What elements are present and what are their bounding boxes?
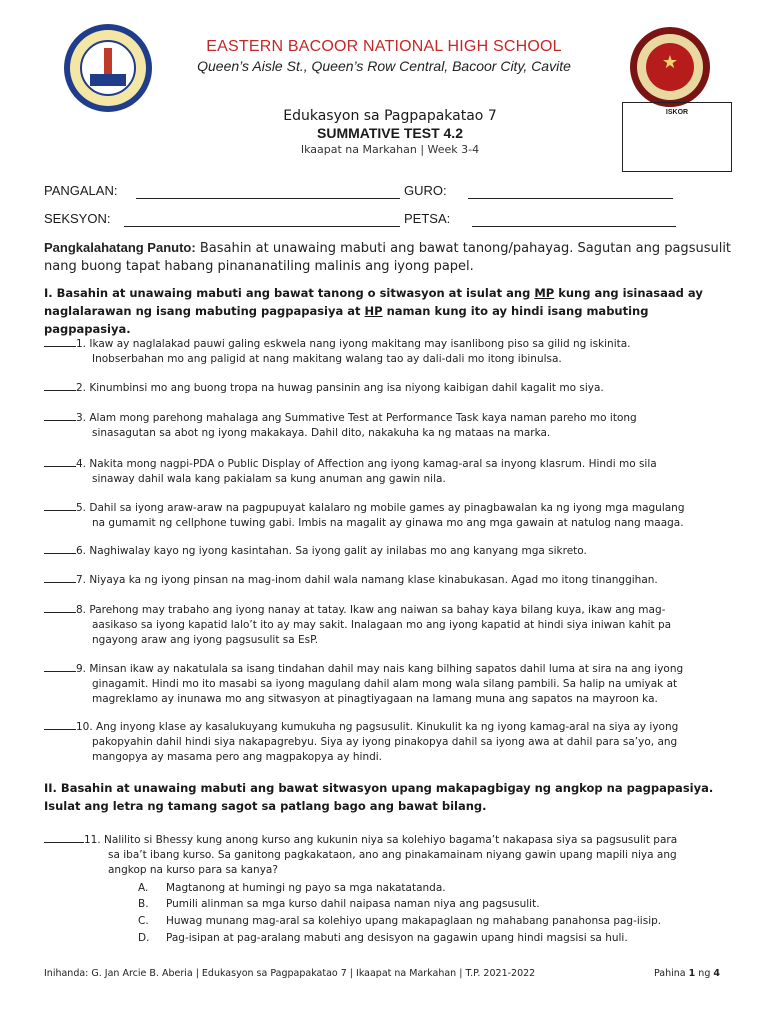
answer-blank[interactable] — [44, 379, 76, 391]
question-text: 6. Naghiwalay kayo ng iyong kasintahan. Sa iyong galit ay inilabas mo ang kanyang mga sikreto. — [76, 545, 587, 557]
question-text: 2. Kinumbinsi mo ang buong tropa na huwag pansinin ang isa niyong kaibigan dahil kagalit mo siya. — [76, 382, 604, 394]
section-1-text-c: naman kung ito ay hindi isang mabuting pagpapasiya. — [44, 304, 649, 336]
footer-credits: Inihanda: G. Jan Arcie B. Aberia | Edukasyon sa Pagpapakatao 7 | Ikaapat na Markahan | T.P. 2021-2022 — [44, 968, 536, 979]
question-text-cont: Inobserbahan mo ang paligid at nang makitang walang tao ay dali-dali mo itong ibinulsa. — [92, 353, 562, 365]
page-prefix: Pahina — [654, 968, 689, 979]
section-1-text-b: kung ang isinasaad ay naglalarawan ng isang mabuting pagpapasiya at — [44, 286, 703, 318]
question-item — [44, 379, 736, 396]
question-text: 3. Alam mong parehong mahalaga ang Summative Test at Performance Task kaya naman pareho mo itong — [76, 412, 637, 424]
question-text-cont: pakopyahin dahil hindi siya nakapagrebyu. Siya ay iyong pinakopya dahil sa iyong awa at dahil para sa’yo, ang — [92, 736, 678, 748]
section-1-hp: HP — [364, 304, 383, 318]
choice-c — [138, 914, 661, 929]
answer-blank[interactable] — [44, 499, 76, 511]
choice-text: Pumili alinman sa mga kurso dahil naipasa naman niya ang pagsusulit. — [166, 898, 540, 910]
choice-letter: C. — [138, 915, 149, 927]
date-field[interactable] — [404, 211, 676, 229]
teacher-line[interactable] — [468, 198, 673, 199]
question-item — [44, 660, 736, 707]
question-text-cont: aasikaso sa iyong kapatid lalo’t ito ay may sakit. Inalagaan mo ang iyong kapatid at hindi siya iniwan kahit pa — [92, 619, 672, 631]
school-seal-logo: ★ — [630, 27, 710, 107]
page-number — [654, 968, 720, 979]
answer-blank[interactable] — [44, 718, 76, 730]
date-label: PETSA: — [404, 211, 451, 226]
page-mid: ng — [695, 968, 714, 979]
name-line[interactable] — [136, 198, 400, 199]
question-text: 10. Ang inyong klase ay kasalukuyang kumukuha ng pagsusulit. Kinukulit ka ng iyong kamag-aral na siya ay iyong — [76, 721, 679, 733]
answer-blank[interactable] — [44, 831, 84, 843]
question-item — [44, 718, 736, 765]
section-2-line-2: Isulat ang letra ng tamang sagot sa patlang bago ang bawat bilang. — [44, 799, 487, 813]
question-text: 4. Nakita mong nagpi-PDA o Public Display of Affection ang iyong kamag-aral sa inyong klasrum. Hindi mo sila — [76, 458, 657, 470]
quarter-week: Ikaapat na Markahan | Week 3-4 — [300, 143, 480, 156]
question-item — [44, 455, 736, 487]
test-title: SUMMATIVE TEST 4.2 — [317, 125, 463, 141]
question-text: 8. Parehong may trabaho ang iyong nanay at tatay. Ikaw ang naiwan sa bahay kaya bilang kuya, ikaw ang mag- — [76, 604, 666, 616]
choice-letter: D. — [138, 932, 150, 944]
section-2-line-1: II. Basahin at unawaing mabuti ang bawat sitwasyon upang makapagbigay ng angkop na pagpapasiya. — [44, 781, 714, 795]
section-label: SEKSYON: — [44, 211, 111, 226]
choice-b — [138, 897, 540, 912]
choice-letter: A. — [138, 882, 149, 894]
answer-blank[interactable] — [44, 601, 76, 613]
section-line[interactable] — [124, 226, 400, 227]
teacher-label: GURO: — [404, 183, 447, 198]
choice-text: Magtanong at humingi ng payo sa mga nakatatanda. — [166, 882, 446, 894]
question-text: 11. Nalilito si Bhessy kung anong kurso ang kukunin niya sa kolehiyo bagama’t nakapasa siya sa pagsusulit para — [84, 834, 678, 846]
school-name: EASTERN BACOOR NATIONAL HIGH SCHOOL — [206, 38, 562, 55]
question-item — [44, 542, 736, 559]
question-item — [44, 335, 736, 367]
date-line[interactable] — [472, 226, 676, 227]
question-text-cont: sinasagutan sa abot ng iyong makakaya. Dahil dito, nakakuha ka ng mataas na marka. — [92, 427, 551, 439]
choice-d — [138, 931, 628, 946]
question-text-cont: na gumamit ng cellphone tuwing gabi. Imbis na magalit ay ginawa mo ang mga gawain at natulog nang maaga. — [92, 517, 684, 529]
answer-blank[interactable] — [44, 409, 76, 421]
choice-letter: B. — [138, 898, 149, 910]
general-instructions — [44, 239, 734, 276]
page-total: 4 — [713, 968, 720, 979]
score-label: ISKOR — [665, 109, 689, 116]
section-1-text-a: I. Basahin at unawaing mabuti ang bawat tanong o sitwasyon at isulat ang — [44, 286, 535, 300]
teacher-field[interactable] — [404, 183, 674, 201]
instructions-text: Basahin at unawaing mabuti ang bawat tanong/pahayag. Sagutan ang pagsusulit nang buong tapat habang pinananatiling malinis ang iyong papel. — [44, 241, 732, 274]
answer-blank[interactable] — [44, 542, 76, 554]
question-text-cont: sa iba’t ibang kurso. Sa ganitong pagkakataon, ano ang pinakamainam niyang gawin upang mapili niya ang — [108, 849, 677, 861]
answer-blank[interactable] — [44, 660, 76, 672]
question-text: 1. Ikaw ay naglalakad pauwi galing eskwela nang iyong makitang may isanlibong piso sa gilid ng iskinita. — [76, 338, 631, 350]
question-text: 9. Minsan ikaw ay nakatulala sa isang tindahan dahil may nais kang bilhing sapatos dahil luma at sira na ang iyong — [76, 663, 684, 675]
choice-text: Huwag munang mag-aral sa kolehiyo upang makapaglaan ng mahabang panahonsa pag-iisip. — [166, 915, 662, 927]
name-label: PANGALAN: — [44, 183, 118, 198]
question-text-cont: angkop na kurso para sa kanya? — [108, 864, 278, 876]
section-1-instructions — [44, 284, 736, 338]
section-1-mp: MP — [534, 286, 555, 300]
question-text: 7. Niyaya ka ng iyong pinsan na mag-inom dahil wala namang klase kinabukasan. Agad mo itong tinanggihan. — [76, 574, 658, 586]
answer-blank[interactable] — [44, 455, 76, 467]
question-text: 5. Dahil sa iyong araw-araw na pagpupuyat kalalaro ng mobile games ay pinagbawalan ka ng iyong mga magulang — [76, 502, 685, 514]
question-text-cont: sinaway dahil wala kang pakialam sa kung anuman ang gawin nila. — [92, 473, 446, 485]
answer-blank[interactable] — [44, 571, 76, 583]
question-item-11 — [44, 831, 736, 878]
question-item — [44, 499, 736, 531]
question-item — [44, 601, 736, 648]
subject-title: Edukasyon sa Pagpapakatao 7 — [283, 108, 497, 124]
school-address: Queen’s Aisle St., Queen’s Row Central, Bacoor City, Cavite — [197, 58, 571, 74]
question-item — [44, 571, 736, 588]
page-current: 1 — [688, 968, 696, 979]
instructions-label: Pangkalahatang Panuto: — [44, 240, 196, 255]
question-text-cont: ginagamit. Hindi mo ito masabi sa iyong magulang dahil alam mong wala silang pambili. Sa halip na umiyak at — [92, 678, 678, 690]
name-field[interactable] — [44, 183, 400, 201]
choice-a — [138, 881, 446, 896]
section-field[interactable] — [44, 211, 400, 229]
question-text-cont: mangopya ay masama pero ang magpakopya ay hindi. — [92, 751, 383, 763]
question-item — [44, 409, 736, 441]
question-text-cont: magreklamo ay inunawa mo ang sitwasyon at pinagtiyagaan na lamang muna ang sapatos na mayroon ka. — [92, 693, 658, 705]
answer-blank[interactable] — [44, 335, 76, 347]
score-box[interactable] — [622, 102, 732, 172]
choice-text: Pag-isipan at pag-aralang mabuti ang desisyon na gagawin upang hindi magsisi sa huli. — [166, 932, 628, 944]
question-text-cont: ngayong araw ang iyong pagsusulit sa EsP. — [92, 634, 319, 646]
section-2-instructions — [44, 779, 736, 815]
